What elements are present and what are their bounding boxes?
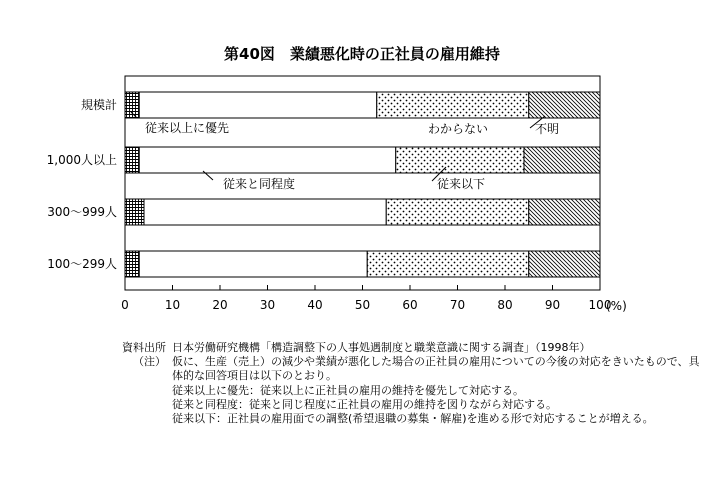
bar-segment <box>377 92 529 118</box>
note-definition-below <box>100 412 700 426</box>
bar-segment <box>524 147 600 173</box>
bar-segment <box>144 199 386 225</box>
x-tick-label: 10 <box>164 298 181 312</box>
bar-segment <box>139 92 377 118</box>
note-definition-same <box>100 398 700 412</box>
note-label <box>100 384 172 398</box>
bar-segment <box>396 147 524 173</box>
bar-segment <box>125 251 139 277</box>
category-label: 1,000人以上 <box>46 153 117 167</box>
x-tick-label: 0 <box>121 298 129 312</box>
x-tick-label: 20 <box>212 298 228 312</box>
x-tick-label: 50 <box>354 298 371 312</box>
annotation-not-specified: 不明 <box>535 122 560 136</box>
x-axis-unit: (%) <box>606 299 627 313</box>
annotation-below: 従来以下 <box>437 177 486 191</box>
bar-segment <box>529 199 600 225</box>
bar-segment <box>125 199 144 225</box>
note-label <box>100 398 172 412</box>
note-text: 従来以上に優先：従来以上に正社員の雇用の維持を優先して対応する。 <box>172 383 524 397</box>
note-label <box>100 412 172 426</box>
bar-segment <box>139 251 367 277</box>
bar-segment <box>367 251 529 277</box>
bar-segment <box>125 147 139 173</box>
note-text: 従来以下：正社員の雇用面での調整(希望退職の募集・解雇)を進める形で対応することが増える。 <box>172 412 654 426</box>
note-label: （注） <box>133 355 166 369</box>
x-tick-label: 60 <box>402 298 418 312</box>
bar-segment <box>139 147 396 173</box>
bar-segment <box>529 92 600 118</box>
note-label: 資料出所 <box>122 341 166 354</box>
category-label: 規模計 <box>80 98 117 112</box>
x-tick-label: 80 <box>497 298 513 312</box>
x-tick-label: 70 <box>449 298 466 312</box>
annotation-top-priority: 従来以上に優先 <box>145 121 230 135</box>
bar-segment <box>386 199 529 225</box>
bar-segment <box>529 251 600 277</box>
note-text: 仮に、生産（売上）の減少や業績が悪化した場合の正社員の雇用についての今後の対応をきいたもので、具体的な回答項目は以下のとおり。 <box>172 355 700 383</box>
x-tick-label: 30 <box>259 298 276 312</box>
note-text: 従来と同程度：従来と同じ程度に正社員の雇用の維持を図りながら対応する。 <box>172 397 557 411</box>
x-tick-label: 90 <box>544 298 561 312</box>
category-label: 100～299人 <box>47 257 117 271</box>
annotation-same-level: 従来と同程度 <box>223 177 296 191</box>
note-definition-top <box>100 384 700 398</box>
annotation-unknown: わからない <box>428 122 489 136</box>
note-source <box>100 341 700 355</box>
chart-title: 第40図 業績悪化時の正社員の雇用維持 <box>224 45 500 63</box>
note-remark <box>100 355 700 383</box>
x-tick-label: 100 <box>588 298 612 312</box>
category-label: 300～999人 <box>47 205 117 219</box>
note-text: 日本労働研究機構「構造調整下の人事処遇制度と職業意識に関する調査」（1998年） <box>172 341 591 354</box>
bar-segment <box>125 92 139 118</box>
notes <box>100 341 700 426</box>
x-tick-label: 40 <box>307 298 323 312</box>
